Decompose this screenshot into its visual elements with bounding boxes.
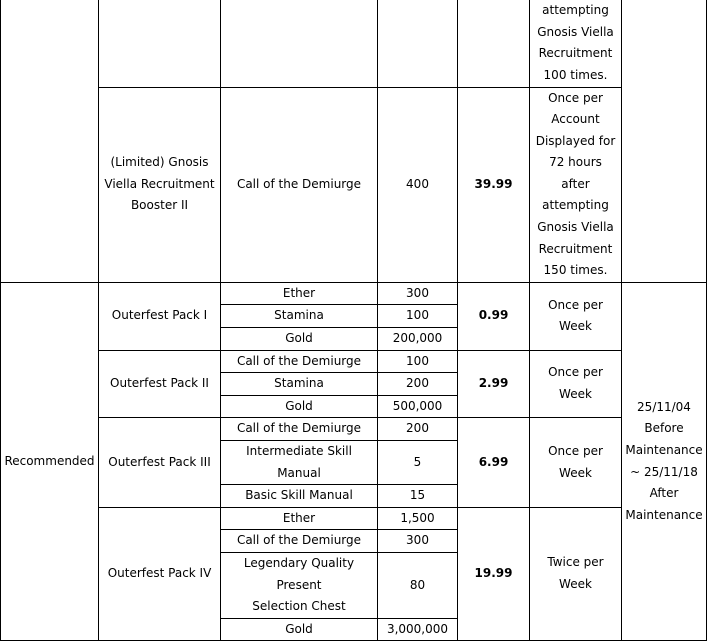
limit-line: attempting (542, 198, 609, 213)
item-qty-cell: 500,000 (378, 395, 458, 418)
item-name-cell (221, 552, 378, 618)
price-cell: 2.99 (458, 350, 530, 418)
item-qty-cell: 300 (378, 530, 458, 553)
purchase-limit-cell (530, 87, 622, 282)
category-cell: Recommended (1, 282, 99, 641)
item-name-cell: Stamina (221, 305, 378, 328)
purchase-limit-cell (530, 418, 622, 507)
limit-line: Displayed for (535, 133, 616, 148)
sale-period-line: Before (644, 421, 684, 436)
price-cell: 39.99 (458, 87, 530, 282)
category-cell-empty (1, 0, 99, 282)
pack-name-line: Booster II (130, 198, 189, 213)
table-row (1, 507, 707, 530)
limit-line: Twice per (547, 555, 604, 570)
item-name-cell: Call of the Demiurge (221, 418, 378, 441)
pack-name-cell (99, 87, 221, 282)
table-row (1, 0, 707, 87)
item-qty-cell: 400 (378, 87, 458, 282)
item-qty-cell: 15 (378, 485, 458, 508)
purchase-limit-cell (530, 350, 622, 418)
item-qty-cell: 5 (378, 441, 458, 485)
sale-period-line: After (649, 486, 679, 501)
limit-line: Week (559, 387, 592, 402)
item-name-cell: Call of the Demiurge (221, 350, 378, 373)
pack-name-cell: Outerfest Pack IV (99, 507, 221, 641)
sale-period-cell (622, 282, 707, 641)
limit-line: 72 hours after (549, 155, 602, 191)
limit-line: Week (559, 577, 592, 592)
item-name-cell: Intermediate Skill Manual (221, 441, 378, 485)
limit-line: 150 times. (543, 263, 608, 278)
item-qty-cell: 3,000,000 (378, 618, 458, 641)
price-cell: 6.99 (458, 418, 530, 507)
item-qty-cell: 200,000 (378, 328, 458, 351)
limit-line: attempting (542, 3, 609, 18)
limit-line: Week (559, 319, 592, 334)
limit-line: Week (559, 465, 592, 480)
pack-name-cell-empty (99, 0, 221, 87)
table-row (1, 418, 707, 441)
table-row (1, 282, 707, 305)
purchase-limit-cell (530, 0, 622, 87)
sale-period-cell-empty (622, 0, 707, 282)
item-name-cell: Call of the Demiurge (221, 530, 378, 553)
item-qty-cell: 200 (378, 373, 458, 396)
item-qty-cell: 300 (378, 282, 458, 305)
item-name-cell: Stamina (221, 373, 378, 396)
item-name-cell: Basic Skill Manual (221, 485, 378, 508)
pack-name-line: (Limited) Gnosis (110, 155, 209, 170)
item-qty-cell: 200 (378, 418, 458, 441)
item-qty-cell: 80 (378, 552, 458, 618)
limit-line: Once per (548, 297, 603, 312)
sale-period-line: Maintenance (625, 507, 703, 522)
limit-line: Account (551, 112, 600, 127)
pack-name-cell: Outerfest Pack II (99, 350, 221, 418)
price-cell: 19.99 (458, 507, 530, 641)
item-name-cell: Gold (221, 618, 378, 641)
limit-line: Gnosis Viella (537, 24, 614, 39)
sale-period-line: ~ 25/11/18 (630, 464, 698, 479)
price-cell-empty (458, 0, 530, 87)
item-name-cell: Ether (221, 282, 378, 305)
item-name-line: Legendary Quality Present (243, 555, 355, 592)
limit-line: Once per (548, 90, 603, 105)
item-name-line: Selection Chest (252, 599, 346, 614)
purchase-limit-cell (530, 507, 622, 641)
pack-name-cell: Outerfest Pack III (99, 418, 221, 507)
price-cell: 0.99 (458, 282, 530, 350)
limit-line: Once per (548, 365, 603, 380)
limit-line: 100 times. (543, 67, 608, 82)
purchase-limit-cell (530, 282, 622, 350)
sale-period-line: Maintenance (625, 443, 703, 457)
limit-line: Recruitment (538, 241, 613, 256)
limit-line: Recruitment (538, 46, 613, 61)
item-name-cell: Gold (221, 328, 378, 351)
item-name-cell: Gold (221, 395, 378, 418)
pack-name-line: Viella Recruitment (104, 176, 215, 191)
sale-period-line: 25/11/04 (637, 399, 691, 414)
item-name-cell: Call of the Demiurge (221, 87, 378, 282)
limit-line: Gnosis Viella (537, 220, 614, 235)
item-qty-cell: 100 (378, 350, 458, 373)
item-qty-cell: 100 (378, 305, 458, 328)
item-qty-cell: 1,500 (378, 507, 458, 530)
item-cell-empty (221, 0, 378, 87)
qty-cell-empty (378, 0, 458, 87)
item-name-cell: Ether (221, 507, 378, 530)
table-row (1, 350, 707, 373)
limit-line: Once per (548, 444, 603, 458)
table-row (1, 87, 707, 282)
pack-name-cell: Outerfest Pack I (99, 282, 221, 350)
